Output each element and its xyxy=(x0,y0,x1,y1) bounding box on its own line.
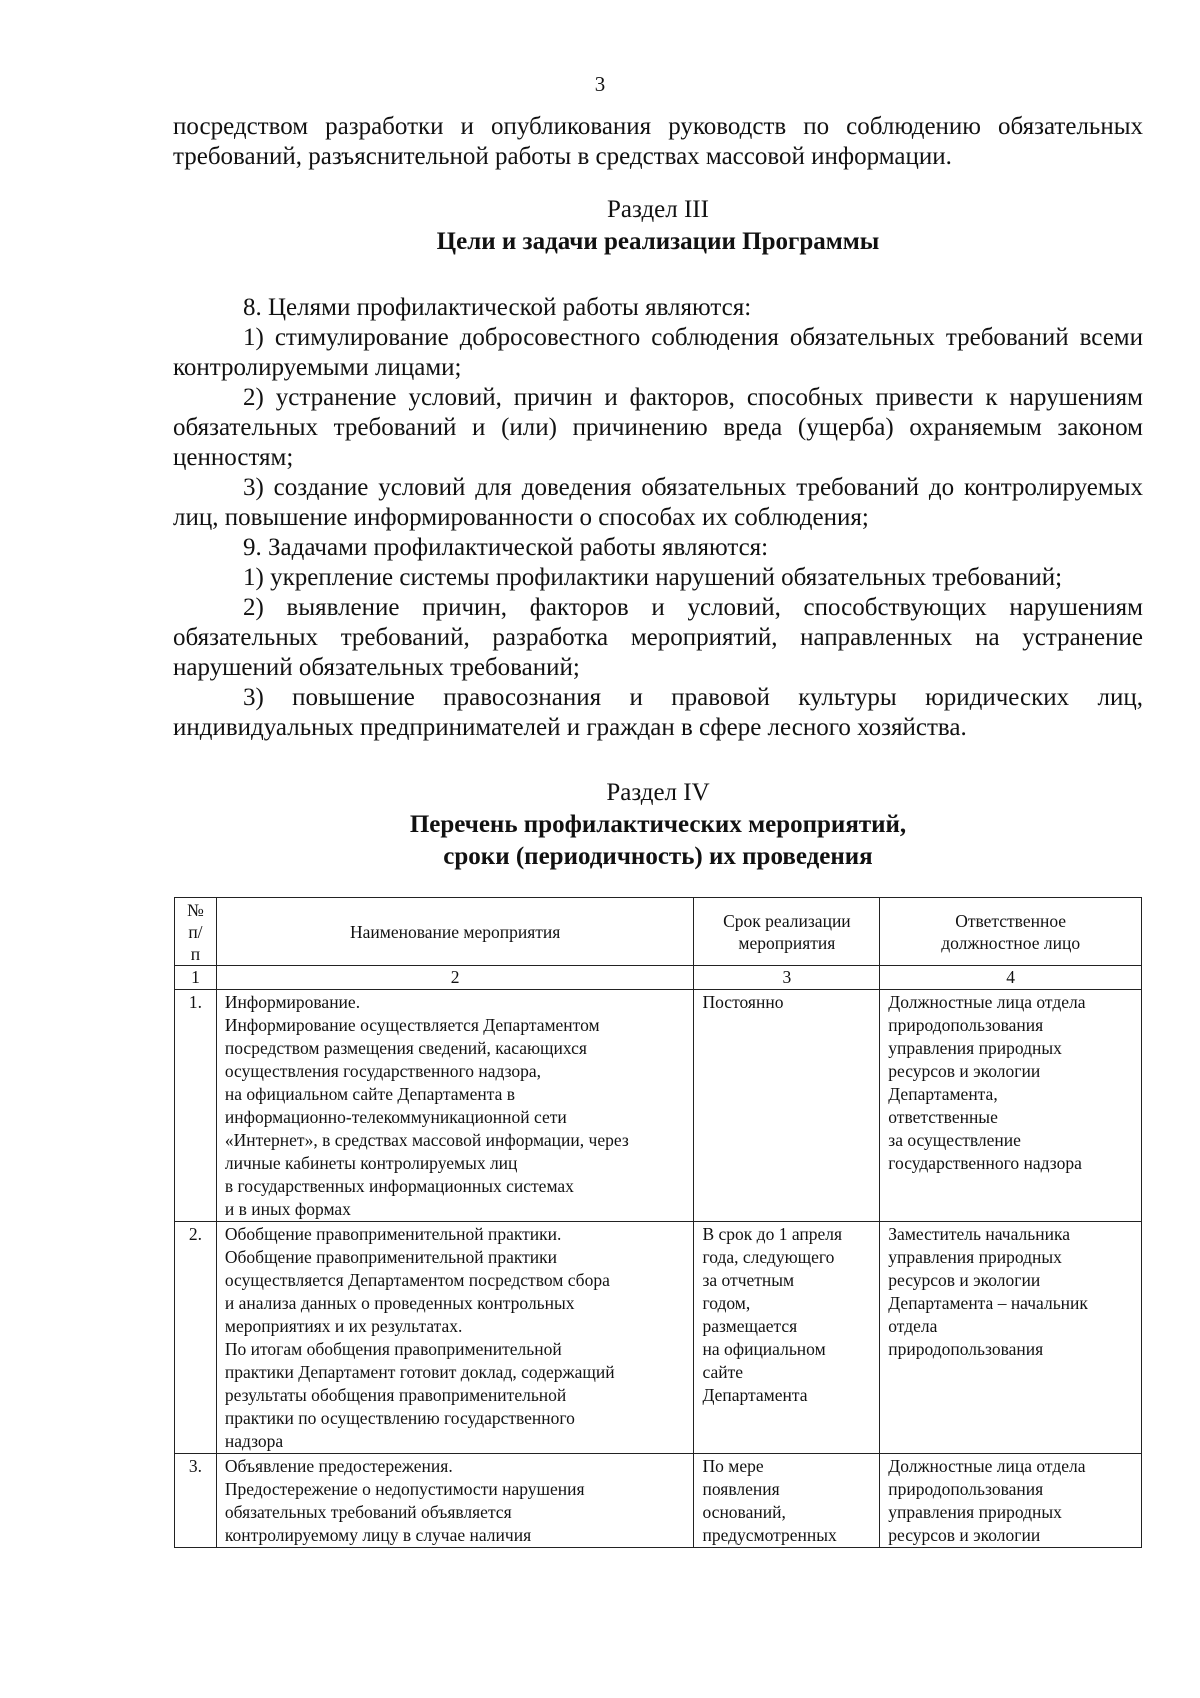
paragraph-8-intro xyxy=(173,293,1143,323)
row-term-line: оснований, xyxy=(702,1502,786,1522)
row-measure-name-line: Обобщение правоприменительной практики. xyxy=(224,1224,562,1244)
section-3-label: Раздел III xyxy=(607,196,709,223)
header-term: Срок реализации мероприятия xyxy=(694,898,880,966)
row-measure-name-line: и анализа данных о проведенных контрольных xyxy=(224,1293,575,1313)
paragraph-9-item-3-line-2: индивидуальных предпринимателей и граждан в сфере лесного хозяйства. xyxy=(173,714,967,741)
paragraph-9-line-1: 9. Задачами профилактической работы являются: xyxy=(243,534,769,561)
row-number: 2. xyxy=(175,1222,217,1454)
row-responsible-line: природопользования xyxy=(888,1339,1044,1359)
row-responsible-line: управления природных xyxy=(888,1502,1062,1522)
row-measure-name xyxy=(216,990,694,1222)
row-term xyxy=(694,990,880,1222)
measures-table xyxy=(174,897,1142,1548)
row-measure-name-line: Информирование. xyxy=(224,992,361,1012)
intro-paragraph xyxy=(173,112,1143,172)
row-measure-name-line: обязательных требований объявляется xyxy=(224,1502,512,1522)
row-measure-name-line: в государственных информационных системах xyxy=(224,1176,574,1196)
section-4-title-line-2: сроки (периодичность) их проведения xyxy=(443,843,873,870)
row-responsible-line: управления природных xyxy=(888,1247,1062,1267)
row-measure-name-line: По итогам обобщения правоприменительной xyxy=(224,1339,562,1359)
row-term-line: сайте xyxy=(702,1362,744,1382)
row-measure-name-line: результаты обобщения правоприменительной xyxy=(224,1385,567,1405)
row-term-line: предусмотренных xyxy=(702,1525,837,1545)
column-number: 4 xyxy=(880,966,1142,990)
row-measure-name-line: практики по осуществлению государственного xyxy=(224,1408,575,1428)
paragraph-8-item-3 xyxy=(173,473,1143,533)
paragraph-9-item-2 xyxy=(173,593,1143,683)
row-responsible-line: Должностные лица отдела xyxy=(888,1456,1086,1476)
row-number: 3. xyxy=(175,1454,217,1548)
row-term-line: за отчетным xyxy=(702,1270,795,1290)
row-measure-name-line: осуществления государственного надзора, xyxy=(224,1061,542,1081)
row-measure-name-line: надзора xyxy=(224,1431,284,1451)
row-measure-name-line: и в иных формах xyxy=(224,1199,351,1219)
row-responsible-line: за осуществление xyxy=(888,1130,1021,1150)
row-term xyxy=(694,1222,880,1454)
table-row xyxy=(175,1454,1142,1548)
paragraph-8-item-2 xyxy=(173,383,1143,473)
paragraph-9-item-2-line-3: нарушений обязательных требований; xyxy=(173,654,580,681)
column-number: 1 xyxy=(175,966,217,990)
intro-line-2: требований, разъяснительной работы в средствах массовой информации. xyxy=(173,143,952,170)
row-term-line: размещается xyxy=(702,1316,798,1336)
paragraph-8-item-2-line-1: 2) устранение условий, причин и факторов, способных привести к нарушениям xyxy=(243,384,1143,411)
column-number: 3 xyxy=(694,966,880,990)
row-responsible-line: Департамента – начальник xyxy=(888,1293,1088,1313)
paragraph-8-item-1-line-2: всеми контролируемыми лицами; xyxy=(173,324,1143,381)
paragraph-9-item-3-line-1: 3) повышение правосознания и правовой культуры юридических лиц, xyxy=(243,684,1143,711)
row-responsible-line: ресурсов и экологии xyxy=(888,1525,1041,1545)
paragraph-8-item-1 xyxy=(173,323,1143,383)
row-responsible-line: государственного надзора xyxy=(888,1153,1082,1173)
header-num: № п/ п xyxy=(175,898,217,966)
row-term-line: Департамента xyxy=(702,1385,808,1405)
row-responsible xyxy=(880,990,1142,1222)
header-name: Наименование мероприятия xyxy=(216,898,694,966)
row-responsible-line: Должностные лица отдела xyxy=(888,992,1086,1012)
row-responsible-line: Заместитель начальника xyxy=(888,1224,1070,1244)
row-measure-name-line: контролируемому лицу в случае наличия xyxy=(224,1525,532,1545)
paragraph-8-line-1: 8. Целями профилактической работы являются: xyxy=(243,294,752,321)
intro-line-1: посредством разработки и опубликования руководств по соблюдению обязательных xyxy=(173,113,1143,140)
row-measure-name-line: Предостережение о недопустимости нарушения xyxy=(224,1479,585,1499)
row-term-line: года, следующего xyxy=(702,1247,835,1267)
row-responsible-line: природопользования xyxy=(888,1015,1044,1035)
header-responsible: Ответственное должностное лицо xyxy=(880,898,1142,966)
row-measure-name xyxy=(216,1454,694,1548)
row-responsible-line: Департамента, xyxy=(888,1084,998,1104)
row-responsible xyxy=(880,1222,1142,1454)
row-term-line: В срок до 1 апреля xyxy=(702,1224,843,1244)
paragraph-9-item-2-line-2: обязательных требований, разработка мероприятий, направленных на устранение xyxy=(173,624,1143,651)
paragraph-8-item-3-line-2: до контролируемых лиц, повышение информированности о способах их соблюдения; xyxy=(173,474,1144,531)
section-3-body xyxy=(173,293,1143,743)
section-3-title: Цели и задачи реализации Программы xyxy=(436,228,880,255)
row-measure-name-line: осуществляется Департаментом посредством сбора xyxy=(224,1270,610,1290)
paragraph-9-item-3 xyxy=(173,683,1143,743)
row-measure-name-line: личные кабинеты контролируемых лиц xyxy=(224,1153,518,1173)
row-responsible-line: ответственные xyxy=(888,1107,998,1127)
paragraph-8-item-1-line-1: 1) стимулирование добросовестного соблюдения обязательных требований xyxy=(243,324,1069,351)
table-body xyxy=(175,990,1142,1548)
row-measure-name-line: Объявление предостережения. xyxy=(224,1456,453,1476)
table-row xyxy=(175,990,1142,1222)
section-3-heading xyxy=(173,194,1143,258)
paragraph-8-item-3-line-1: 3) создание условий для доведения обязательных требований xyxy=(243,474,919,501)
paragraph-9-item-1 xyxy=(173,563,1143,593)
section-4-label: Раздел IV xyxy=(606,779,710,806)
row-responsible-line: ресурсов и экологии xyxy=(888,1061,1041,1081)
row-term-line: По мере xyxy=(702,1456,764,1476)
row-term-line: Постоянно xyxy=(702,992,784,1012)
section-4-heading xyxy=(173,777,1143,873)
row-responsible-line: отдела xyxy=(888,1316,938,1336)
row-term xyxy=(694,1454,880,1548)
row-measure-name xyxy=(216,1222,694,1454)
paragraph-8-item-2-line-2: обязательных требований и (или) причинению вреда (ущерба) охраняемым законом xyxy=(173,414,1143,441)
paragraph-8-item-2-line-3: ценностям; xyxy=(173,444,294,471)
row-responsible-line: природопользования xyxy=(888,1479,1044,1499)
row-term-line: на официальном xyxy=(702,1339,826,1359)
row-measure-name-line: мероприятиях и их результатах. xyxy=(224,1316,463,1336)
row-measure-name-line: «Интернет», в средствах массовой информации, через xyxy=(224,1130,629,1150)
row-measure-name-line: информационно-телекоммуникационной сети xyxy=(224,1107,567,1127)
column-number: 2 xyxy=(216,966,694,990)
table-column-numbers-row xyxy=(175,966,1142,990)
paragraph-9-intro xyxy=(173,533,1143,563)
table-header-row xyxy=(175,898,1142,966)
page-number: 3 xyxy=(594,72,606,96)
row-responsible-line: ресурсов и экологии xyxy=(888,1270,1041,1290)
row-term-line: появления xyxy=(702,1479,780,1499)
section-4-title-line-1: Перечень профилактических мероприятий, xyxy=(409,811,907,838)
row-measure-name-line: практики Департамент готовит доклад, содержащий xyxy=(224,1362,615,1382)
paragraph-9-item-2-line-1: 2) выявление причин, факторов и условий, способствующих нарушениям xyxy=(243,594,1143,621)
table-row xyxy=(175,1222,1142,1454)
row-responsible-line: управления природных xyxy=(888,1038,1062,1058)
row-measure-name-line: Информирование осуществляется Департаментом xyxy=(224,1015,600,1035)
row-measure-name-line: посредством размещения сведений, касающихся xyxy=(224,1038,587,1058)
row-number: 1. xyxy=(175,990,217,1222)
row-term-line: годом, xyxy=(702,1293,751,1313)
row-measure-name-line: Обобщение правоприменительной практики xyxy=(224,1247,558,1267)
paragraph-9-item-1-line-1: 1) укрепление системы профилактики нарушений обязательных требований; xyxy=(243,564,1063,591)
row-measure-name-line: на официальном сайте Департамента в xyxy=(224,1084,516,1104)
row-responsible xyxy=(880,1454,1142,1548)
